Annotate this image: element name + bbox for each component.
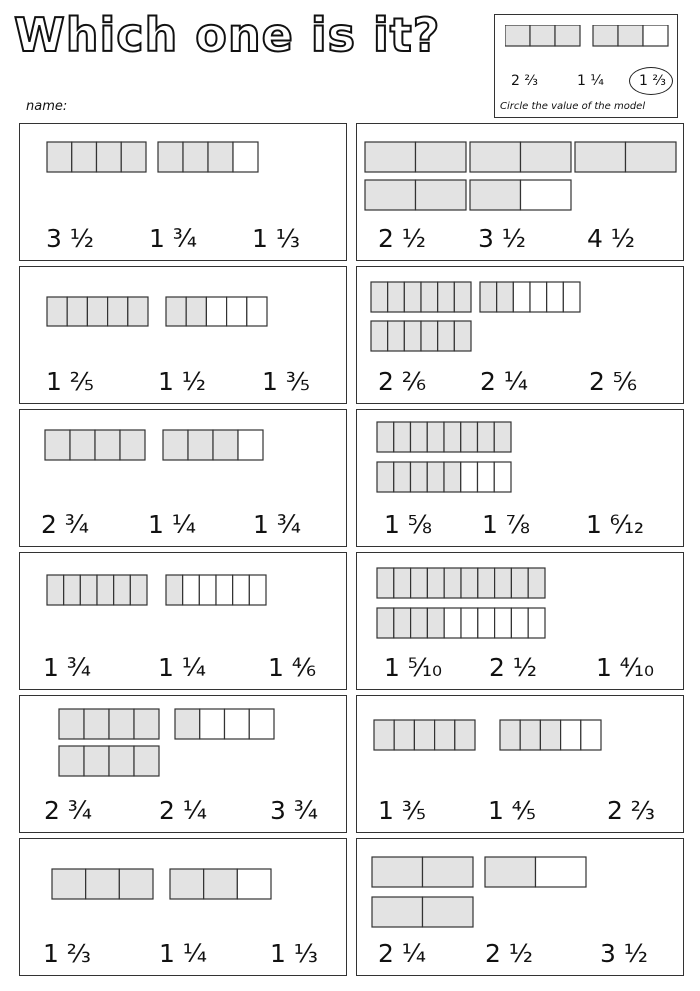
problem-card-6: [356, 409, 684, 547]
shaded-part: [188, 430, 213, 460]
problem-card-5: [19, 409, 347, 547]
answer-choice-1[interactable]: 2 ²⁄₆: [377, 367, 427, 396]
answer-choice-2[interactable]: 1 ¾: [148, 224, 198, 253]
answer-choice-2[interactable]: 3 ½: [477, 224, 527, 253]
shaded-part: [394, 462, 411, 492]
fraction-bar-2: [166, 575, 266, 605]
answer-choice-3[interactable]: 1 ⅓: [251, 224, 301, 253]
unshaded-part: [249, 709, 274, 739]
shaded-part: [67, 297, 87, 326]
shaded-part: [134, 709, 159, 739]
answer-choice-1[interactable]: 2 ¾: [40, 510, 90, 539]
shaded-part: [64, 575, 81, 605]
shaded-part: [423, 857, 474, 887]
fraction-models: [20, 839, 348, 934]
shaded-part: [121, 142, 146, 172]
answer-choice-1[interactable]: 3 ½: [45, 224, 95, 253]
unshaded-part: [521, 180, 572, 210]
example-model-1: [505, 25, 580, 46]
answer-choice-1[interactable]: 2 ¾: [43, 796, 93, 825]
answer-choice-2[interactable]: 2 ½: [484, 939, 534, 968]
fraction-bar-2: [158, 142, 258, 172]
unshaded-part: [233, 142, 258, 172]
unshaded-part: [249, 575, 266, 605]
answer-choice-2[interactable]: 2 ½: [488, 653, 538, 682]
answer-choice-2[interactable]: 2 ¼: [158, 796, 208, 825]
answer-choice-3[interactable]: 1 ¾: [252, 510, 302, 539]
shaded-part: [454, 321, 471, 351]
fraction-bar-1: [59, 709, 159, 739]
fraction-bar-5: [470, 180, 571, 210]
shaded-part: [618, 25, 643, 46]
unshaded-part: [495, 608, 512, 638]
fraction-bar-2: [500, 720, 601, 750]
fraction-bar-1: [47, 575, 147, 605]
answer-choice-2[interactable]: 1 ¼: [147, 510, 197, 539]
shaded-part: [500, 720, 520, 750]
shaded-part: [95, 430, 120, 460]
name-label: name:: [26, 99, 68, 114]
answer-choice-2[interactable]: 1 ½: [157, 367, 207, 396]
shaded-part: [521, 142, 572, 172]
shaded-part: [109, 746, 134, 776]
fraction-bar-2: [175, 709, 274, 739]
problem-card-4: [356, 266, 684, 404]
shaded-part: [421, 321, 438, 351]
shaded-part: [511, 568, 528, 598]
shaded-part: [485, 857, 536, 887]
unshaded-part: [461, 462, 478, 492]
shaded-part: [204, 869, 238, 899]
shaded-part: [414, 720, 434, 750]
answer-choice-3[interactable]: 1 ⅓: [269, 939, 319, 968]
shaded-part: [84, 746, 109, 776]
shaded-part: [427, 462, 444, 492]
shaded-part: [411, 462, 428, 492]
unshaded-part: [238, 430, 263, 460]
fraction-bar-1: [377, 568, 545, 598]
fraction-bar-3: [59, 746, 159, 776]
shaded-part: [97, 142, 122, 172]
unshaded-part: [536, 857, 587, 887]
fraction-models: [357, 124, 685, 219]
fraction-bar-1: [365, 142, 466, 172]
shaded-part: [183, 142, 208, 172]
fraction-bar-3: [371, 321, 471, 351]
answer-choice-3[interactable]: 2 ⅚: [588, 367, 638, 396]
fraction-bar-2: [377, 608, 545, 638]
problem-card-7: [19, 552, 347, 690]
shaded-part: [416, 142, 467, 172]
unshaded-part: [227, 297, 247, 326]
unshaded-part: [461, 608, 478, 638]
shaded-part: [421, 282, 438, 312]
shaded-part: [80, 575, 97, 605]
fraction-models: [20, 696, 348, 791]
shaded-part: [158, 142, 183, 172]
unshaded-part: [547, 282, 564, 312]
shaded-part: [394, 608, 411, 638]
answer-choice-1[interactable]: 1 ⅝: [383, 510, 433, 539]
fraction-models: [20, 267, 348, 362]
shaded-part: [377, 462, 394, 492]
fraction-models: [20, 124, 348, 219]
shaded-part: [45, 430, 70, 460]
shaded-part: [470, 142, 521, 172]
shaded-part: [52, 869, 86, 899]
shaded-part: [163, 430, 188, 460]
shaded-part: [495, 568, 512, 598]
shaded-part: [505, 25, 530, 46]
shaded-part: [404, 282, 421, 312]
shaded-part: [470, 180, 521, 210]
fraction-models: [357, 553, 685, 648]
problem-card-1: [19, 123, 347, 261]
unshaded-part: [513, 282, 530, 312]
shaded-part: [411, 422, 428, 452]
fraction-models: [357, 410, 685, 505]
instruction-text: Circle the value of the model: [500, 101, 646, 112]
answer-choice-3[interactable]: 3 ¾: [269, 796, 319, 825]
unshaded-part: [225, 709, 250, 739]
example-model-2: [593, 25, 668, 46]
shaded-part: [411, 608, 428, 638]
fraction-bar-1: [47, 142, 146, 172]
shaded-part: [394, 568, 411, 598]
shaded-part: [97, 575, 114, 605]
unshaded-part: [444, 608, 461, 638]
shaded-part: [411, 568, 428, 598]
shaded-part: [540, 720, 560, 750]
unshaded-part: [563, 282, 580, 312]
shaded-part: [404, 321, 421, 351]
shaded-part: [86, 869, 120, 899]
shaded-part: [520, 720, 540, 750]
answer-choice-1[interactable]: 1 ⅖: [45, 367, 95, 396]
shaded-part: [70, 430, 95, 460]
shaded-part: [134, 746, 159, 776]
shaded-part: [47, 575, 64, 605]
shaded-part: [388, 321, 405, 351]
shaded-part: [528, 568, 545, 598]
unshaded-part: [237, 869, 271, 899]
answer-choice-3[interactable]: 3 ½: [599, 939, 649, 968]
example-fraction-models: [505, 25, 675, 47]
unshaded-part: [581, 720, 601, 750]
shaded-part: [59, 746, 84, 776]
shaded-part: [435, 720, 455, 750]
shaded-part: [108, 297, 128, 326]
shaded-part: [371, 321, 388, 351]
shaded-part: [575, 142, 626, 172]
shaded-part: [175, 709, 200, 739]
example-choice-3: 1 ⅔: [639, 73, 666, 89]
shaded-part: [130, 575, 147, 605]
shaded-part: [593, 25, 618, 46]
problem-card-3: [19, 266, 347, 404]
shaded-part: [427, 568, 444, 598]
shaded-part: [208, 142, 233, 172]
shaded-part: [374, 720, 394, 750]
unshaded-part: [200, 709, 225, 739]
fraction-bar-1: [374, 720, 475, 750]
shaded-part: [416, 180, 467, 210]
shaded-part: [530, 25, 555, 46]
answer-choice-3[interactable]: 1 ⅗: [261, 367, 311, 396]
unshaded-part: [233, 575, 250, 605]
problem-card-11: [19, 838, 347, 976]
problem-card-12: [356, 838, 684, 976]
fraction-bar-1: [47, 297, 148, 326]
fraction-bar-2: [166, 297, 267, 326]
shaded-part: [87, 297, 107, 326]
answer-choice-3[interactable]: 1 ⁶⁄₁₂: [585, 510, 645, 539]
unshaded-part: [494, 462, 511, 492]
shaded-part: [365, 142, 416, 172]
shaded-part: [427, 422, 444, 452]
answer-choice-1[interactable]: 2 ¼: [377, 939, 427, 968]
shaded-part: [59, 709, 84, 739]
example-choice-2: 1 ¼: [577, 73, 604, 89]
answer-choice-2[interactable]: 1 ⅞: [481, 510, 531, 539]
fraction-bar-2: [470, 142, 571, 172]
fraction-bar-4: [365, 180, 466, 210]
shaded-part: [170, 869, 204, 899]
shaded-part: [438, 282, 455, 312]
example-answer-circle: [629, 67, 673, 95]
example-choice-1: 2 ⅔: [511, 73, 538, 89]
fraction-bar-2: [377, 462, 511, 492]
shaded-part: [444, 568, 461, 598]
unshaded-part: [199, 575, 216, 605]
answer-choice-1[interactable]: 1 ⅗: [377, 796, 427, 825]
shaded-part: [444, 422, 461, 452]
shaded-part: [84, 709, 109, 739]
shaded-part: [119, 869, 153, 899]
fraction-bar-1: [52, 869, 153, 899]
problem-card-2: [356, 123, 684, 261]
shaded-part: [213, 430, 238, 460]
shaded-part: [377, 422, 394, 452]
shaded-part: [394, 720, 414, 750]
unshaded-part: [511, 608, 528, 638]
shaded-part: [47, 297, 67, 326]
answer-choice-2[interactable]: 1 ⅘: [487, 796, 537, 825]
shaded-part: [427, 608, 444, 638]
fraction-bar-2: [480, 282, 580, 312]
answer-choice-1[interactable]: 2 ½: [377, 224, 427, 253]
shaded-part: [423, 897, 474, 927]
unshaded-part: [478, 462, 495, 492]
problem-card-10: [356, 695, 684, 833]
fraction-bar-1: [377, 422, 511, 452]
unshaded-part: [528, 608, 545, 638]
answer-choice-2[interactable]: 1 ¼: [157, 653, 207, 682]
unshaded-part: [643, 25, 668, 46]
fraction-bar-2: [485, 857, 586, 887]
shaded-part: [377, 568, 394, 598]
fraction-bar-1: [371, 282, 471, 312]
shaded-part: [377, 608, 394, 638]
fraction-models: [357, 696, 685, 791]
shaded-part: [555, 25, 580, 46]
fraction-bar-3: [372, 897, 473, 927]
shaded-part: [166, 575, 183, 605]
shaded-part: [480, 282, 497, 312]
fraction-bar-1: [45, 430, 145, 460]
worksheet-title: Which one is it?: [14, 8, 441, 62]
shaded-part: [394, 422, 411, 452]
fraction-bar-1: [372, 857, 473, 887]
shaded-part: [461, 422, 478, 452]
fraction-models: [20, 410, 348, 505]
shaded-part: [388, 282, 405, 312]
unshaded-part: [216, 575, 233, 605]
shaded-part: [109, 709, 134, 739]
shaded-part: [438, 321, 455, 351]
shaded-part: [497, 282, 514, 312]
answer-choice-3[interactable]: 2 ⅔: [606, 796, 656, 825]
answer-choice-2[interactable]: 1 ¼: [158, 939, 208, 968]
unshaded-part: [478, 608, 495, 638]
shaded-part: [72, 142, 97, 172]
unshaded-part: [561, 720, 581, 750]
shaded-part: [166, 297, 186, 326]
problem-card-8: [356, 552, 684, 690]
shaded-part: [120, 430, 145, 460]
fraction-bar-3: [575, 142, 676, 172]
shaded-part: [444, 462, 461, 492]
answer-choice-1[interactable]: 1 ¾: [42, 653, 92, 682]
shaded-part: [47, 142, 72, 172]
fraction-models: [357, 839, 685, 934]
shaded-part: [372, 857, 423, 887]
shaded-part: [478, 568, 495, 598]
fraction-models: [357, 267, 685, 362]
unshaded-part: [530, 282, 547, 312]
shaded-part: [494, 422, 511, 452]
problem-card-9: [19, 695, 347, 833]
shaded-part: [365, 180, 416, 210]
answer-choice-3[interactable]: 1 ⁴⁄₁₀: [595, 653, 655, 682]
unshaded-part: [206, 297, 226, 326]
shaded-part: [478, 422, 495, 452]
fraction-bar-2: [170, 869, 271, 899]
answer-choice-2[interactable]: 2 ¼: [479, 367, 529, 396]
shaded-part: [372, 897, 423, 927]
shaded-part: [454, 282, 471, 312]
shaded-part: [626, 142, 677, 172]
fraction-bar-2: [163, 430, 263, 460]
shaded-part: [186, 297, 206, 326]
shaded-part: [455, 720, 475, 750]
answer-choice-3[interactable]: 1 ⁴⁄₆: [267, 653, 317, 682]
answer-choice-1[interactable]: 1 ⁵⁄₁₀: [383, 653, 443, 682]
shaded-part: [371, 282, 388, 312]
fraction-models: [20, 553, 348, 648]
unshaded-part: [183, 575, 200, 605]
answer-choice-3[interactable]: 4 ½: [586, 224, 636, 253]
shaded-part: [461, 568, 478, 598]
shaded-part: [128, 297, 148, 326]
unshaded-part: [247, 297, 267, 326]
answer-choice-1[interactable]: 1 ⅔: [42, 939, 92, 968]
shaded-part: [114, 575, 131, 605]
